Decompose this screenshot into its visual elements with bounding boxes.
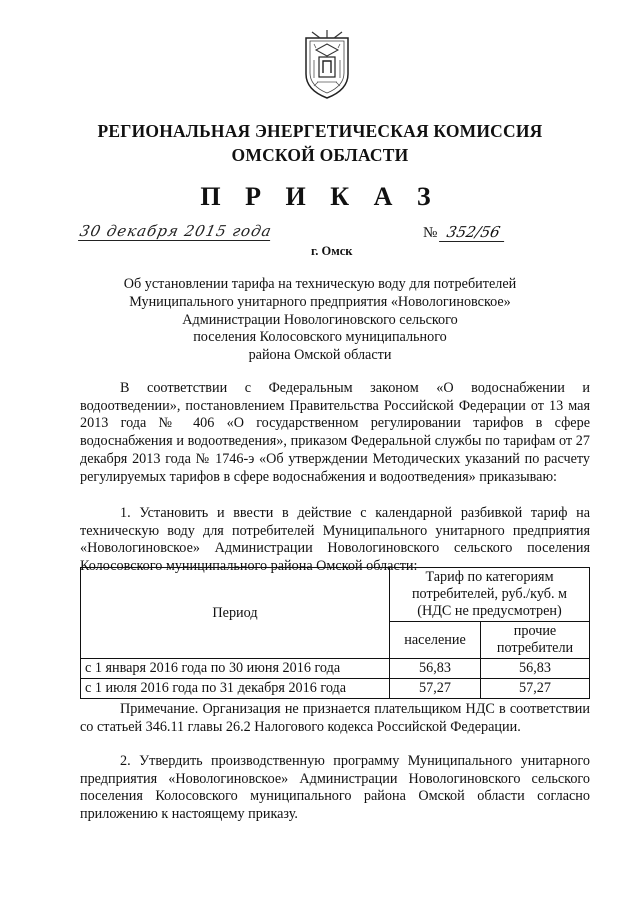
period-cell: с 1 июля 2016 года по 31 декабря 2016 года (81, 679, 390, 699)
header-population: население (390, 622, 481, 659)
order-subject (80, 276, 560, 365)
handwritten-date: 30 декабря 2015 года (78, 222, 274, 240)
period-cell: с 1 января 2016 года по 30 июня 2016 года (81, 659, 390, 679)
organization-name-line2: ОМСКОЙ ОБЛАСТИ (231, 145, 409, 165)
subject-line: Администрации Новологиновского сельского (182, 311, 458, 328)
header-other-consumers: прочие потребители (481, 622, 590, 659)
note-paragraph: Примечание. Организация не признается плательщиком НДС в соответствии со статьей 346.11 главы 26.2 Налогового кодекса Российской Федерации. (80, 701, 590, 735)
table-row (81, 679, 590, 699)
subject-line: Муниципального унитарного предприятия «Новологиновское» (129, 293, 511, 310)
city-label: г. Омск (311, 244, 353, 258)
other-value: 56,83 (481, 659, 590, 679)
preamble-paragraph: В соответствии с Федеральным законом «О водоснабжении и водоотведении», постановлением Правительства Российской Федерации от 13 мая 2013 года № 406 «О государственном регулировании тарифов в сфере водоснабжения и водоотведения», приказом Федеральной службы по тарифам от 27 декабря 2013 года № 1746-э «Об утверждении Методических указаний по расчету регулируемых тарифов в сфере водоснабжения и водоотведения» приказываю: (80, 380, 590, 485)
number-sign: № (423, 225, 438, 241)
document-number (423, 223, 506, 242)
population-value: 57,27 (390, 679, 481, 699)
header-tariff-group: Тариф по категориям потребителей, руб./куб. м (НДС не предусмотрен) (390, 568, 590, 622)
handwritten-number: 352/56 (439, 223, 508, 242)
tariff-table (80, 567, 590, 699)
item-2-paragraph: 2. Утвердить производственную программу Муниципального унитарного предприятия «Новологиновское» Администрации Новологиновского сельского поселения Колосовского муниципального района Омской области согласно приложению к настоящему приказу. (80, 753, 590, 823)
organization-name-line1: РЕГИОНАЛЬНАЯ ЭНЕРГЕТИЧЕСКАЯ КОМИССИЯ (97, 121, 543, 141)
item-1-paragraph: 1. Установить и ввести в действие с календарной разбивкой тариф на техническую воду для потребителей Муниципального унитарного предприятия «Новологиновское» Администрации Новологиновского сельского поселения Колосовского муниципального района Омской области: (80, 505, 590, 575)
table-row (81, 659, 590, 679)
subject-line: района Омской области (248, 347, 392, 364)
header-period: Период (81, 568, 390, 659)
document-type-title: П Р И К А З (200, 182, 440, 211)
subject-line: Об установлении тарифа на техническую воду для потребителей (123, 276, 517, 292)
subject-line: поселения Колосовского муниципального (193, 329, 447, 346)
coat-of-arms-icon (302, 30, 352, 100)
table-header-row (81, 568, 590, 622)
other-value: 57,27 (481, 679, 590, 699)
population-value: 56,83 (390, 659, 481, 679)
